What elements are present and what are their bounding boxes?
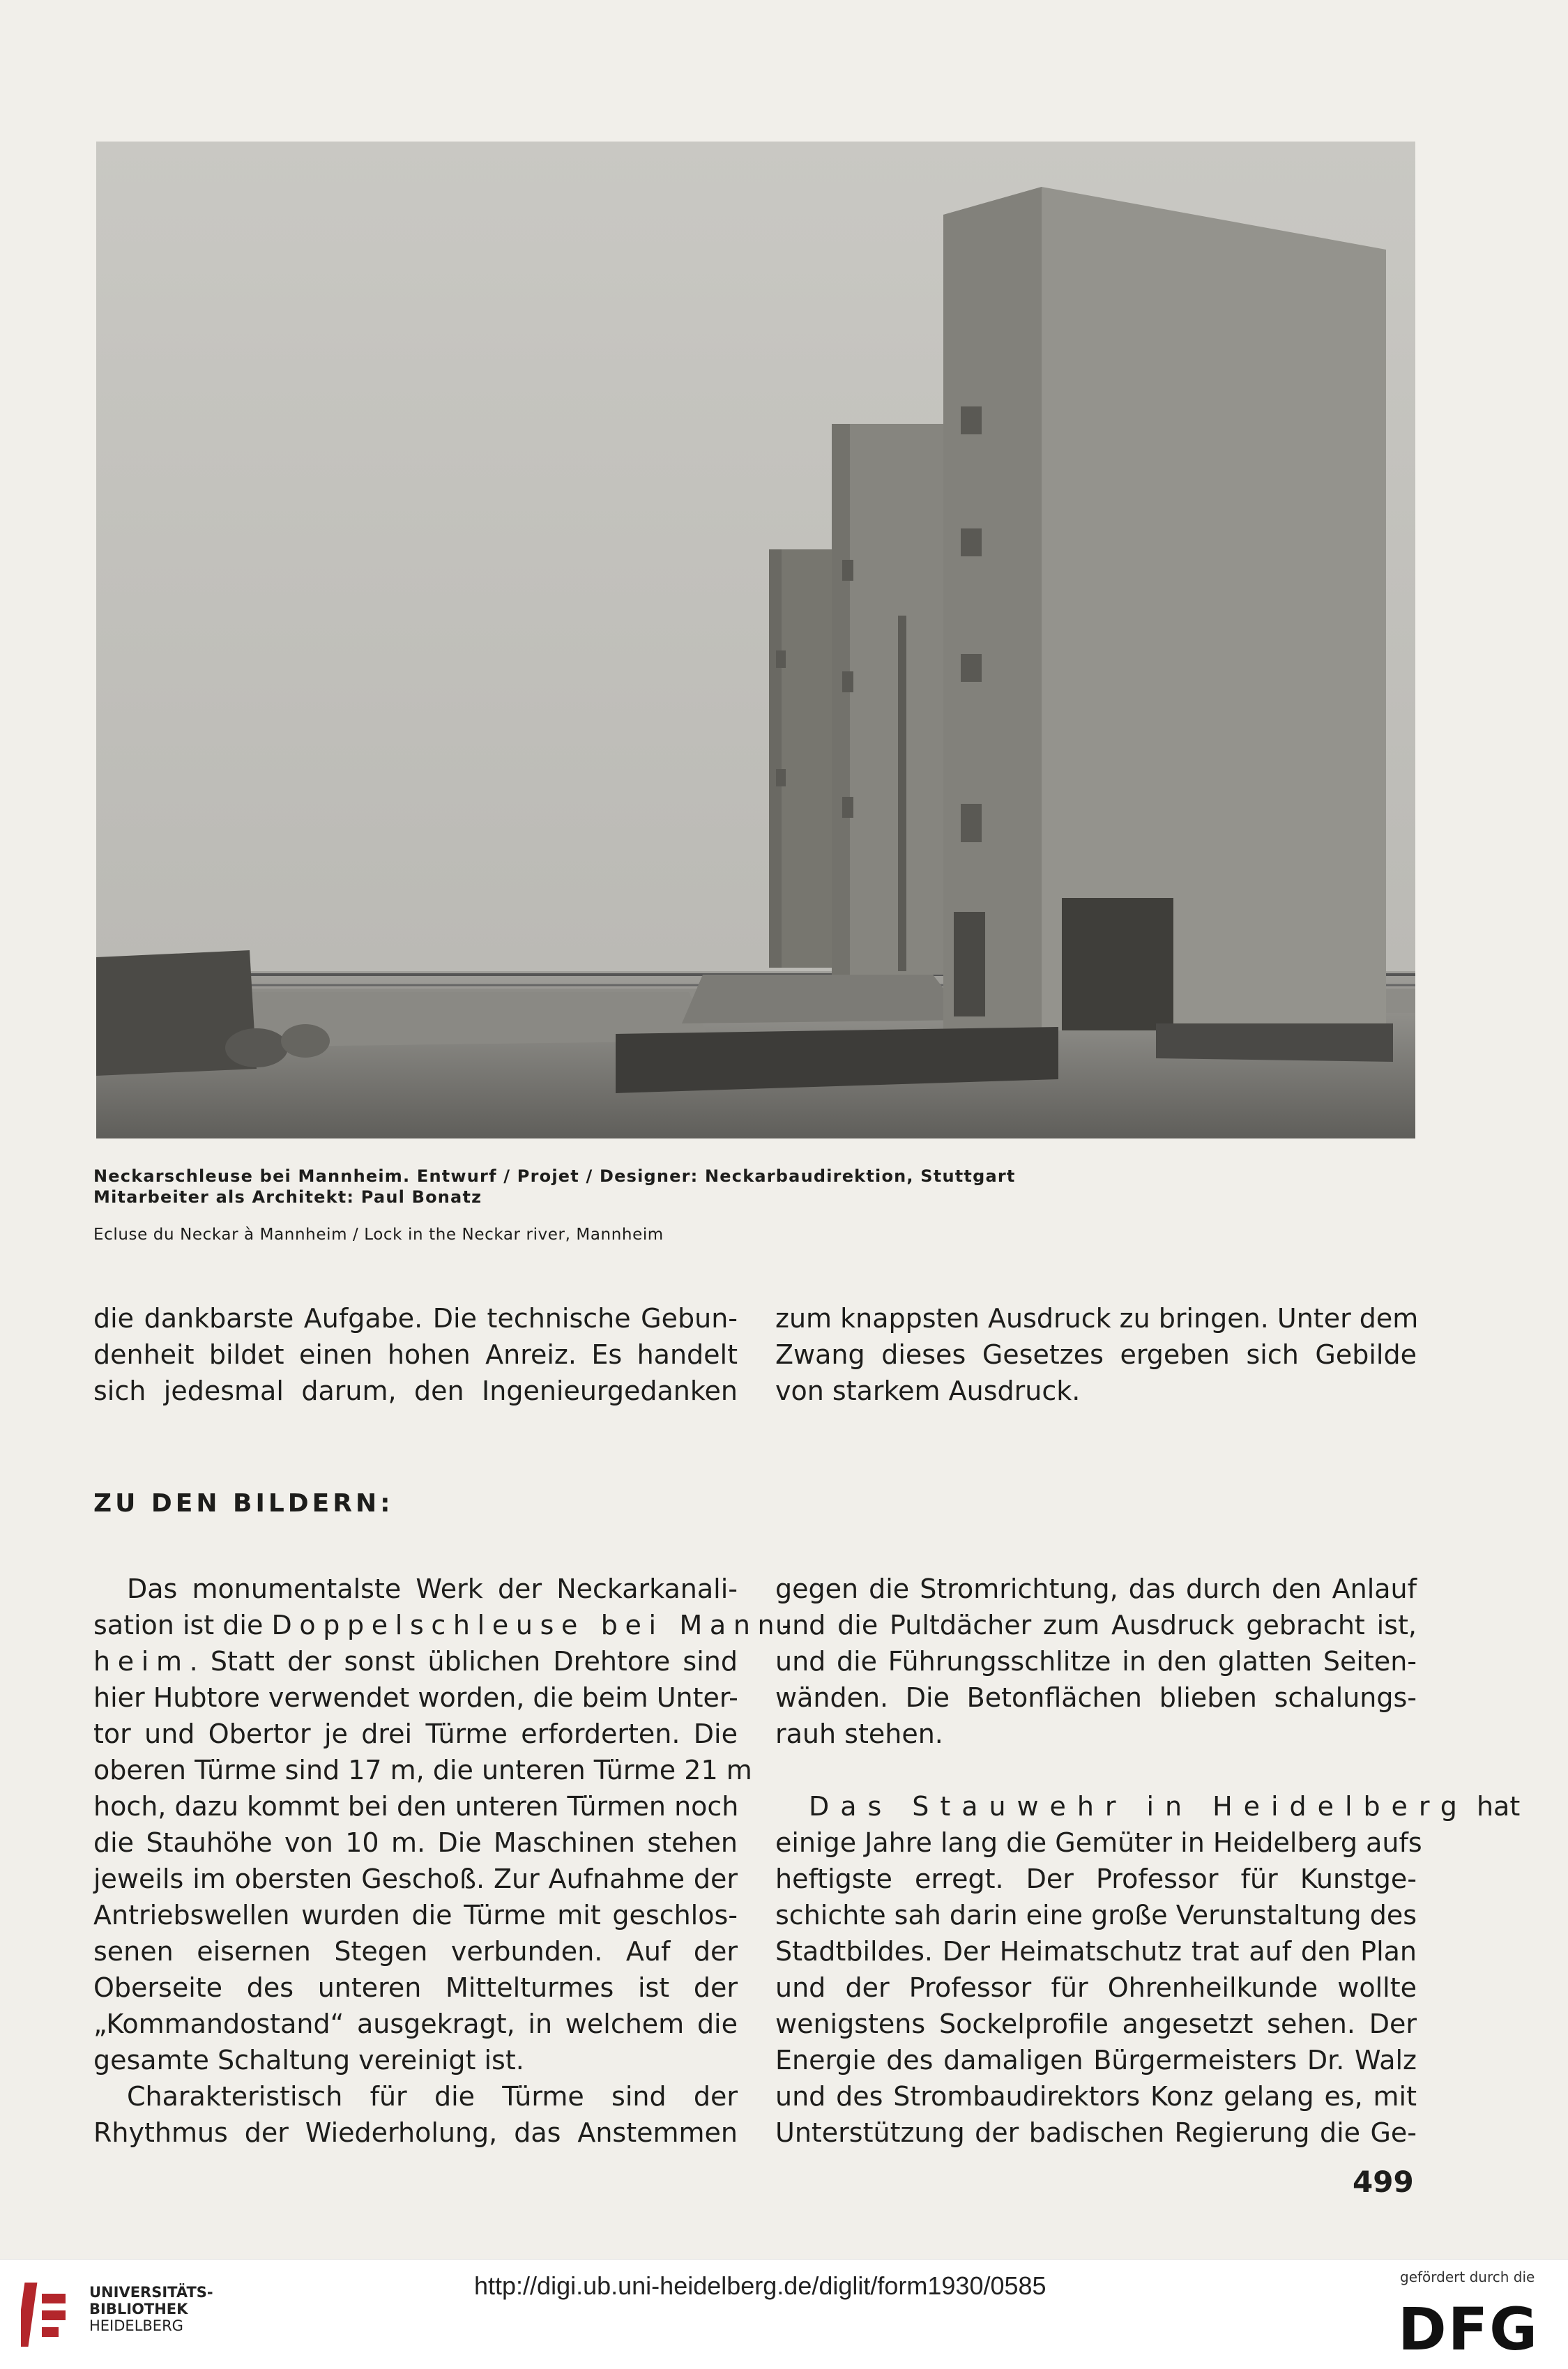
funded-by-label: gefördert durch die [1400,2269,1535,2285]
page-number: 499 [1353,2165,1414,2199]
text-line [93,1643,738,1679]
body-right-column [775,1571,1521,2151]
text-line: wänden. Die Betonflächen blieben schalungs- [775,1682,1417,1713]
text-line: denheit bildet einen hohen Anreiz. Es handelt [93,1339,738,1370]
text-line: hoch, dazu kommt bei den unteren Türmen noch [93,1791,739,1822]
text-line: Unterstützung der badischen Regierung die Ge- [775,2117,1417,2148]
text-line: sich jedesmal darum, den Ingenieurgedanken [93,1376,738,1406]
caption-translation: Ecluse du Neckar à Mannheim / Lock in the Neckar river, Mannheim [93,1226,664,1244]
text-line: „Kommandostand“ ausgekragt, in welchem die [93,2009,738,2039]
text-line: Das monumentalste Werk der Neckarkanali- [127,1574,738,1604]
text-line: Antriebswellen wurden die Türme mit geschlos- [93,1900,738,1930]
library-name [89,2284,213,2334]
text-line: Oberseite des unteren Mittelturmes ist der [93,1972,738,2003]
text-line: zum knappsten Ausdruck zu bringen. Unter dem [775,1303,1419,1334]
text-line: Zwang dieses Gesetzes ergeben sich Gebilde [775,1339,1417,1370]
intro-right-column [775,1300,1417,1409]
text-line: Stadtbildes. Der Heimatschutz trat auf den Plan [775,1936,1417,1967]
caption-title: Neckarschleuse bei Mannheim. Entwurf / Projet / Designer: Neckarbaudirektion, Stuttgart [93,1166,1016,1186]
text-line: und die Führungsschlitze in den glatten Seiten- [775,1646,1417,1677]
dfg-logo-icon: DFG [1398,2295,1539,2363]
text-line: schichte sah darin eine große Verunstaltung des [775,1900,1417,1930]
library-line: BIBLIOTHEK [89,2301,188,2317]
text-line [93,1607,799,1643]
text-line: oberen Türme sind 17 m, die unteren Türme 21 m [93,1755,752,1785]
text-line: von starkem Ausdruck. [775,1376,1081,1406]
text-line: heftigste erregt. Der Professor für Kunstge- [775,1864,1417,1894]
text-line: Rhythmus der Wiederholung, das Anstemmen [93,2117,738,2148]
text-line: gegen die Stromrichtung, das durch den Anlauf [775,1574,1417,1604]
ub-heidelberg-logo-icon [21,2280,77,2349]
section-heading: ZU DEN BILDERN: [93,1489,394,1518]
intro-left-column [93,1300,738,1409]
library-line: HEIDELBERG [89,2317,183,2334]
text-line: die dankbarste Aufgabe. Die technische Gebun- [93,1303,738,1334]
text-line: Energie des damaligen Bürgermeisters Dr. Walz [775,2045,1417,2075]
caption-architect: Mitarbeiter als Architekt: Paul Bonatz [93,1187,482,1207]
text-line: und der Professor für Ohrenheilkunde wollte [775,1972,1417,2003]
emphasis-text: Das Stauwehr in Heidelberg [809,1791,1468,1822]
text-line: tor und Obertor je drei Türme erforderten. Die [93,1719,738,1749]
text-line: einige Jahre lang die Gemüter in Heidelberg aufs [775,1827,1422,1858]
text-line: hier Hubtore verwendet worden, die beim Unter- [93,1682,738,1713]
library-line: UNIVERSITÄTS- [89,2284,213,2301]
lock-towers-illustration [96,142,1415,1138]
text-line: und des Strombaudirektors Konz gelang es, mit [775,2081,1417,2112]
text-fragment: sation ist die [93,1610,272,1640]
text-line: wenigstens Sockelprofile angesetzt sehen. Der [775,2009,1417,2039]
emphasis-text: heim [93,1646,190,1677]
text-line: und die Pultdächer zum Ausdruck gebracht ist, [775,1610,1417,1640]
source-url-link[interactable]: http://digi.ub.uni-heidelberg.de/diglit/form1930/0585 [474,2271,1046,2300]
photo-neckar-lock [96,142,1415,1138]
text-line: rauh stehen. [775,1719,943,1749]
body-left-column [93,1571,799,2151]
text-line: die Stauhöhe von 10 m. Die Maschinen stehen [93,1827,738,1858]
text-line [775,1788,1521,1825]
text-line: jeweils im obersten Geschoß. Zur Aufnahme der [93,1864,738,1894]
text-line: senen eisernen Stegen verbunden. Auf der [93,1936,738,1967]
emphasis-text: Doppelschleuse bei Mann- [271,1610,799,1640]
text-line: Charakteristisch für die Türme sind der [127,2081,738,2112]
text-line: gesamte Schaltung vereinigt ist. [93,2045,524,2075]
text-fragment: . Statt der sonst üblichen Drehtore sind [189,1646,738,1677]
text-fragment: hat [1468,1791,1521,1822]
